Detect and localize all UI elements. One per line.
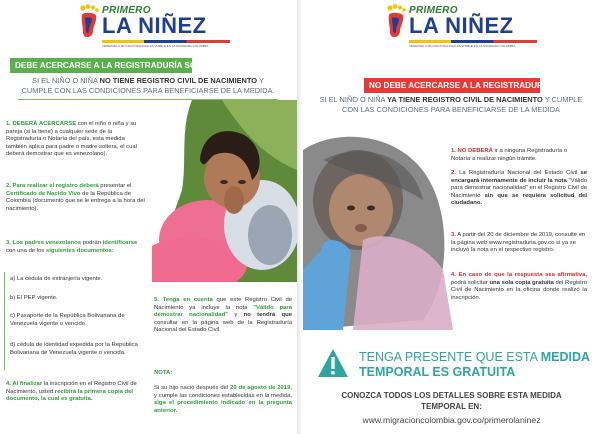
right-step-2: 2. La Registraduría Nacional del Estado Civil se encargará internamente de incluir la nota "Válido para demostrar nacionalidad" en el Registro Civil de Nacimiento sin que se requiera solicitud del ciudadano.	[451, 170, 587, 206]
step-3: 3. Los padres venezolanos podrán identificarse con una de los siguientes documentos:	[6, 240, 138, 254]
left-banner: DEBE ACERCARSE A LA REGISTRADURÍA SOLO SÍ	[10, 58, 192, 73]
right-intro: SI EL NIÑO O NIÑA YA TIENE REGISTRO CIVIL DE NACIMIENTO Y CUMPLE CON LAS CONDICIONES PARA BENEFICIARSE DE LA MEDIDA	[319, 95, 583, 114]
footer-heading: CONOZCA TODOS LOS DETALLES SOBRE ESTA MEDIDA TEMPORAL EN:	[341, 391, 562, 411]
notice-line-1: TENGA PRESENTE QUE ESTA MEDIDA	[359, 350, 591, 364]
footer-url-link[interactable]: www.migracioncolombia.gov.co/primerolaninez	[362, 415, 541, 425]
step-2: 2. Para realizar el registro deberá presentar el Certificado de Nacido Vivo de la República de Colombia (documento que se le entrega a la hora del nacimiento).	[6, 183, 145, 212]
logo-tagline: VENEZUELA SIN NACIONALIDAD ES VISIBLE EN LA SOCIEDAD COLOMBIA	[102, 44, 209, 48]
foot-logo-icon	[385, 4, 407, 40]
nota-text: Si su hijo nació después del 20 de agosto de 2019, y cumple las condiciones establecidas en la medida, siga el procedimiento indicado en la pregunta anterior.	[154, 385, 292, 414]
step-1: 1. DEBERÁ ACERCARSE con el niño o niña y su pareja (si la tiene) a cualquier sede de la Registraduría o Notaría del país, esta medida también aplica para padre o madre soltera, el cual deberá demostrar que es venezolano).	[6, 121, 137, 157]
doc-a: a) La cédula de extranjería vigente.	[10, 276, 103, 282]
logo-tagline: VENEZUELA SIN NACIONALIDAD ES VISIBLE EN LA SOCIEDAD COLOMBIA	[409, 44, 516, 48]
baby-photo	[303, 120, 453, 330]
logo-color-strip	[409, 40, 537, 43]
logo-nino-text: LA NIÑEZ	[409, 13, 514, 38]
notice-line-2: TEMPORAL ES GRATUITA	[359, 365, 516, 379]
mother-child-photo	[152, 100, 297, 282]
logo-color-strip	[102, 40, 230, 43]
left-intro: SI EL NIÑO O NIÑA NO TIENE REGISTRO CIVIL DE NACIMIENTO Y CUMPLE CON LAS CONDICIONES PARA BENEFICIARSE DE LA MEDIDA.	[21, 76, 275, 95]
doc-b: b) El PEP vigente.	[10, 295, 58, 301]
doc-d: d) cédula de identidad expedida por la República Bolivariana de Venezuela vigente o vencida.	[10, 342, 138, 356]
right-banner: NO DEBE ACERCARSE A LA REGISTRADURÍA	[364, 78, 540, 93]
doc-c: c) Pasaporte de la República Bolivariana de Venezuela vigente o vencido.	[10, 313, 125, 327]
free-measure-notice	[317, 344, 591, 384]
logo-primero-text: PRIMERO	[409, 5, 458, 16]
warning-icon	[317, 348, 349, 378]
right-panel	[303, 0, 600, 434]
left-panel	[0, 0, 297, 434]
right-step-3: 3. A partir del 20 de diciembre de 2019, consulte en la página web www.registraduria.gov.co si ya se incluyó la nota en el respectivo registro.	[451, 232, 586, 253]
foot-logo-icon	[78, 4, 100, 40]
logo-nino-text: LA NIÑEZ	[102, 13, 207, 38]
step-5: 5. Tenga en cuenta que este Registro Civil de Nacimiento ya incluye la nota "Válido para demostrar nacionalidad" y no tendrá que consultar en la página web de la Registraduría Nacional del Estado Civil.	[154, 297, 293, 333]
right-step-1: 1. NO DEBERÁ ir a ninguna Registraduría o Notaría a realizar ningún trámite.	[451, 148, 568, 162]
step-4: 4. Al finalizar la inscripción en el Registro Civil de Nacimiento, usted recibirá la primera copia del documento, la cual es gratuita.	[6, 381, 137, 402]
documents-bar	[4, 272, 5, 370]
right-step-4: 4. En caso de que la respuesta sea afirmativa, podrá solicitar una sola copia gratuita del Registro Civil de Nacimiento en la oficina donde realizó la inscripción.	[451, 272, 587, 301]
nota-label: NOTA:	[154, 370, 173, 376]
logo-primero-text: PRIMERO	[102, 5, 151, 16]
